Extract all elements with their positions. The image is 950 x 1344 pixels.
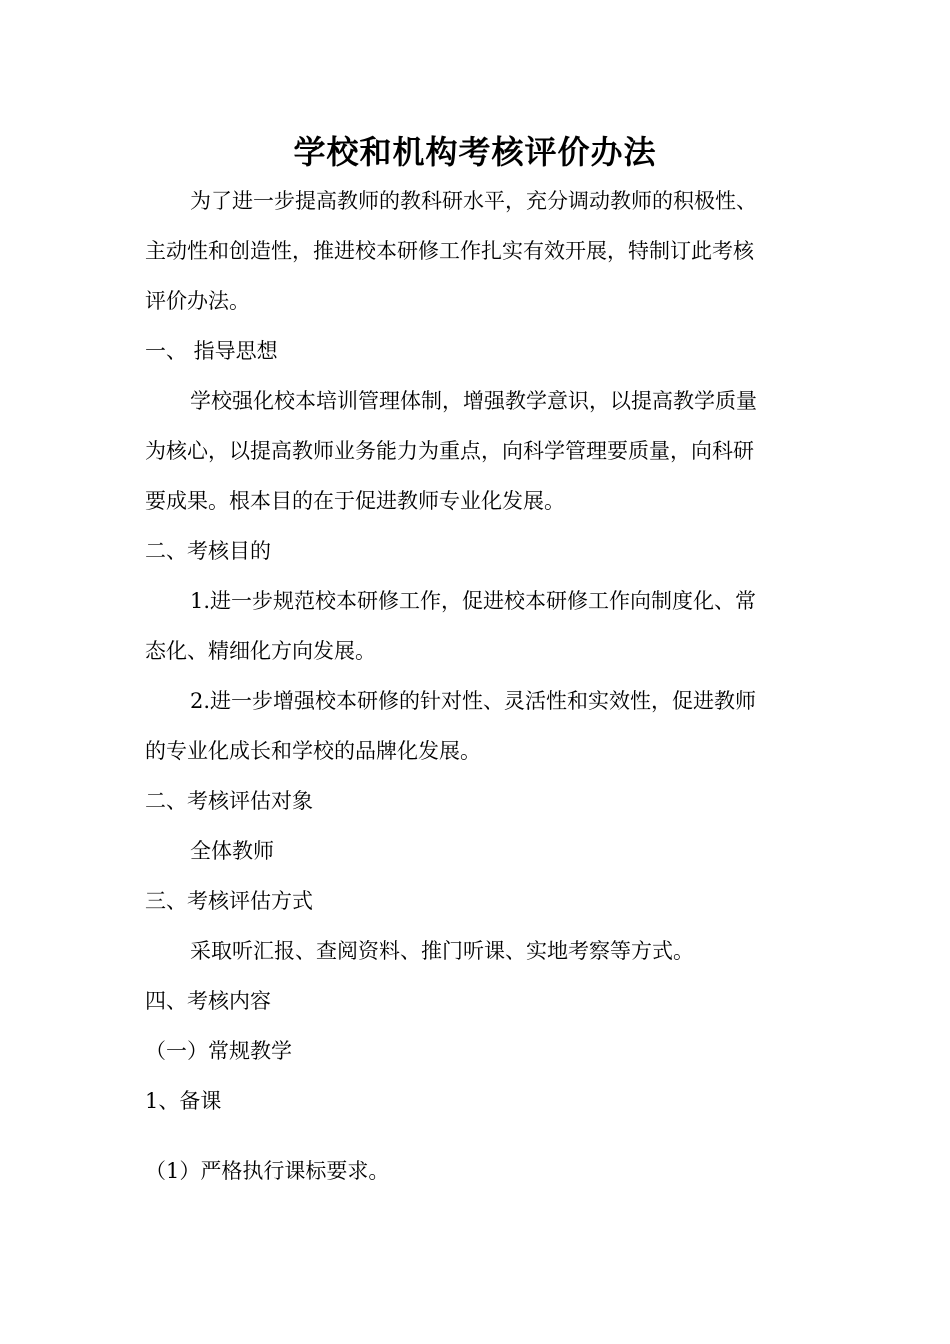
paragraph-line: 要成果。根本目的在于促进教师专业化发展。 <box>145 489 565 513</box>
document-title: 学校和机构考核评价办法 <box>293 133 657 171</box>
list-item-line: 1.进一步规范校本研修工作，促进校本研修工作向制度化、常 <box>190 589 757 613</box>
section-heading-assessment-target: 二、考核评估对象 <box>145 789 313 813</box>
paragraph-line: 采取听汇报、查阅资料、推门听课、实地考察等方式。 <box>190 939 694 963</box>
paragraph-line: 为核心，以提高教师业务能力为重点，向科学管理要质量，向科研 <box>145 439 754 463</box>
paragraph-line: 为了进一步提高教师的教科研水平，充分调动教师的积极性、 <box>190 189 757 213</box>
paragraph-line: 学校强化校本培训管理体制，增强教学意识，以提高教学质量 <box>190 389 757 413</box>
paragraph-line: 全体教师 <box>190 839 274 863</box>
paragraph-line: 评价办法。 <box>145 289 250 313</box>
list-item-line: （1）严格执行课标要求。 <box>145 1159 390 1183</box>
section-heading-guiding-ideology: 一、 指导思想 <box>145 339 278 363</box>
section-heading-assessment-content: 四、考核内容 <box>145 989 271 1013</box>
item-heading-lesson-preparation: 1、备课 <box>145 1089 222 1113</box>
list-item-line: 态化、精细化方向发展。 <box>145 639 376 663</box>
section-heading-assessment-method: 三、考核评估方式 <box>145 889 313 913</box>
list-item-line: 的专业化成长和学校的品牌化发展。 <box>145 739 481 763</box>
subsection-heading-routine-teaching: （一）常规教学 <box>145 1039 292 1063</box>
section-heading-assessment-purpose: 二、考核目的 <box>145 539 271 563</box>
list-item-line: 2.进一步增强校本研修的针对性、灵活性和实效性，促进教师 <box>190 689 757 713</box>
paragraph-line: 主动性和创造性，推进校本研修工作扎实有效开展，特制订此考核 <box>145 239 754 263</box>
